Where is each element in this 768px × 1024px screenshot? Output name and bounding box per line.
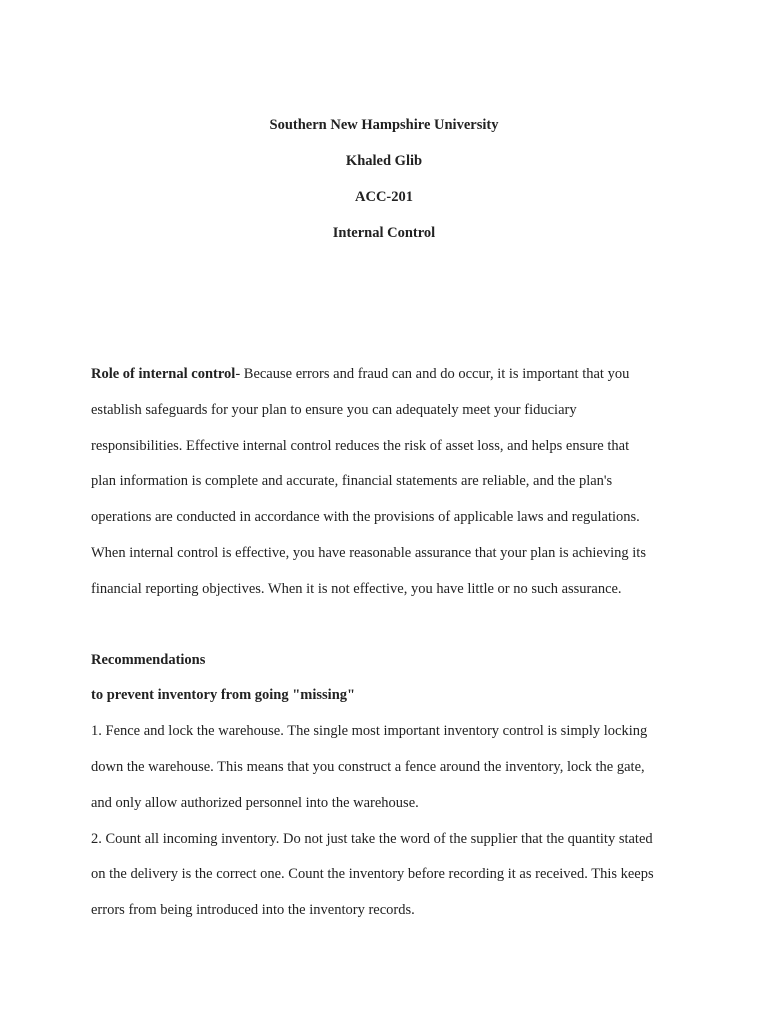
paragraph-line: on the delivery is the correct one. Count the inventory before recording it as received. This keeps bbox=[91, 866, 654, 883]
paragraph-line: down the warehouse. This means that you construct a fence around the inventory, lock the gate, bbox=[91, 758, 645, 775]
role-lead-phrase: Role of internal control bbox=[91, 366, 236, 382]
recommendations-subheading: to prevent inventory from going "missing" bbox=[91, 687, 356, 704]
paragraph-line bbox=[91, 361, 691, 397]
section-spacer bbox=[91, 612, 691, 647]
recommendations-heading: Recommendations bbox=[91, 651, 206, 668]
paragraph-line: establish safeguards for your plan to ensure you can adequately meet your fiduciary bbox=[91, 401, 577, 418]
title-block bbox=[0, 113, 768, 257]
paragraph-line: errors from being introduced into the inventory records. bbox=[91, 902, 415, 919]
document-title: Internal Control bbox=[332, 225, 436, 241]
role-line-text: - Because errors and fraud can and do occur, it is important that you bbox=[235, 366, 630, 382]
paragraph-line: operations are conducted in accordance with the provisions of applicable laws and regulations. bbox=[91, 509, 640, 526]
university-name: Southern New Hampshire University bbox=[269, 117, 499, 133]
document-body bbox=[91, 361, 691, 933]
paragraph-line: responsibilities. Effective internal control reduces the risk of asset loss, and helps ensure that bbox=[91, 437, 630, 454]
recommendation-item-1 bbox=[91, 718, 691, 825]
paragraph-line: financial reporting objectives. When it is not effective, you have little or no such assurance. bbox=[91, 580, 622, 597]
author-name: Khaled Glib bbox=[345, 153, 423, 169]
paragraph-line: plan information is complete and accurate, financial statements are reliable, and the plan's bbox=[91, 473, 613, 490]
paragraph-line: and only allow authorized personnel into the warehouse. bbox=[91, 794, 419, 811]
role-paragraph bbox=[91, 361, 691, 612]
paragraph-line: 1. Fence and lock the warehouse. The single most important inventory control is simply locking bbox=[91, 723, 648, 740]
recommendation-item-2 bbox=[91, 826, 691, 933]
paragraph-line: 2. Count all incoming inventory. Do not just take the word of the supplier that the quantity stated bbox=[91, 830, 653, 847]
course-code: ACC-201 bbox=[355, 189, 413, 205]
paragraph-line: When internal control is effective, you have reasonable assurance that your plan is achieving its bbox=[91, 544, 646, 561]
